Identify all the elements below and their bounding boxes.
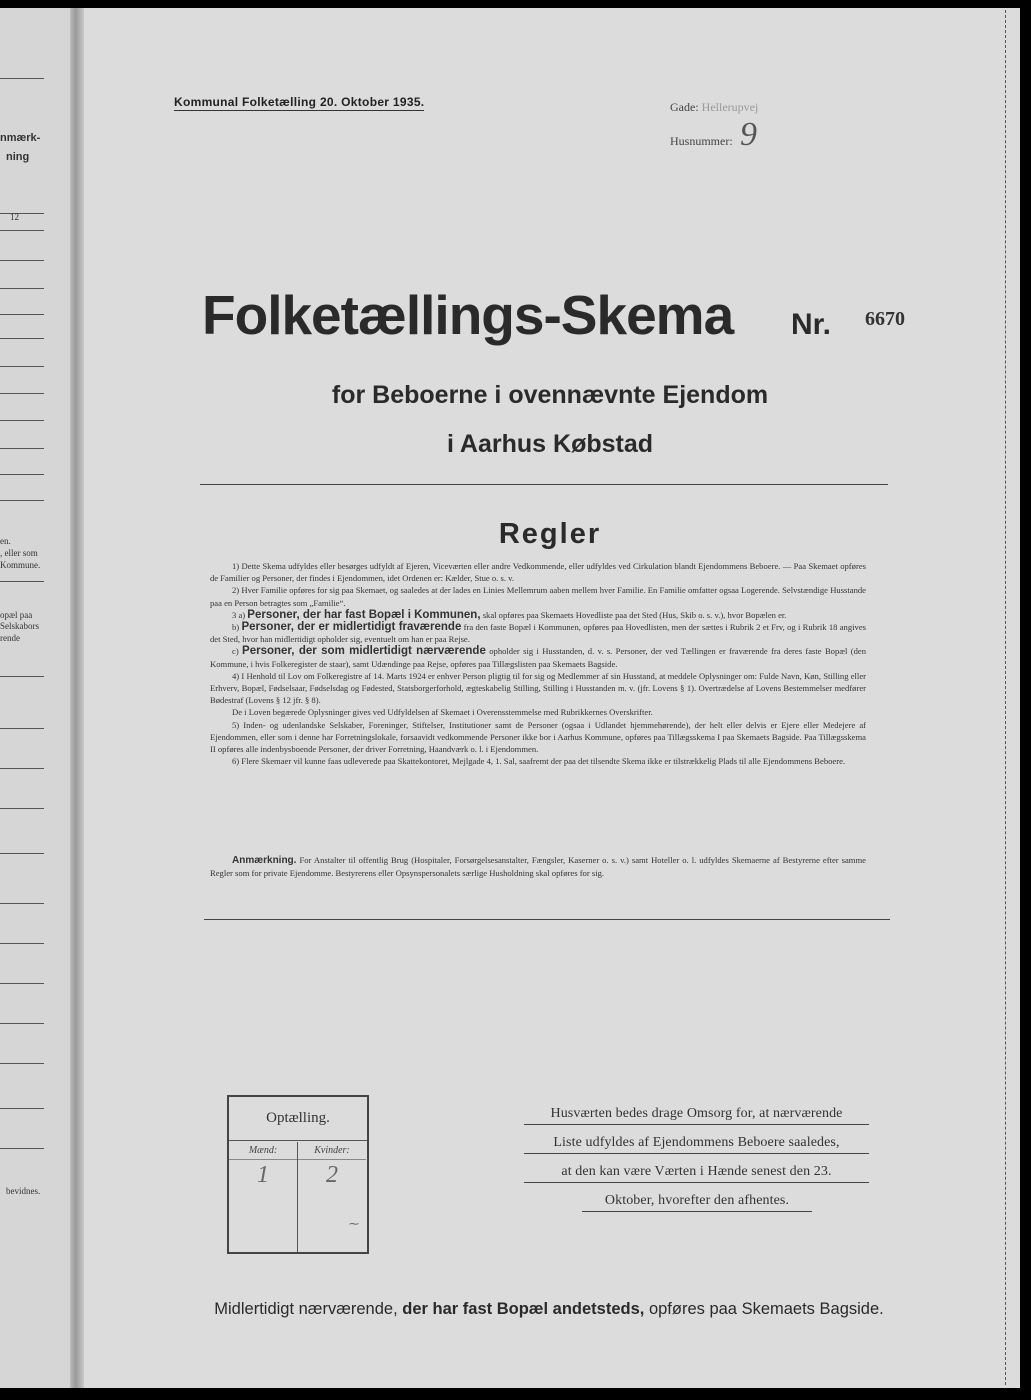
form-subtitle: i Aarhus Købstad xyxy=(446,430,654,458)
rule-text: fra den faste Bopæl i Kommunen, opføres paa Hovedlisten, men der sættes i Rubrik 2 et Frv, og i Rubrik 18 angives det Sted, hvor han midlertidigt opholder sig, eventuelt om han er paa Rejse. xyxy=(210,622,866,645)
form-title: Folketællings-Skema xyxy=(202,284,734,346)
footer-emphasis: der har fast Bopæl andetsteds, xyxy=(402,1300,645,1318)
men-column xyxy=(229,1142,298,1252)
count-box xyxy=(227,1095,369,1254)
left-fragment-text: 12 xyxy=(10,212,19,222)
note-line: at den kan være Værten i Hænde senest den 23. xyxy=(524,1164,869,1183)
rule-line xyxy=(0,314,44,315)
rule-line xyxy=(0,1023,44,1024)
street-value: Hellerupvej xyxy=(701,100,759,114)
street-label: Gade: xyxy=(670,100,699,114)
rule-line xyxy=(0,78,44,79)
rule-paragraph: 2) Hver Familie opføres for sig paa Skemaet, og saaledes at der lades en Linies Mellemrum aaben mellem hver Familie. En Familie omfatter ogsaa Logerende. Selvstændige Husstande paa en Person betragtes som „Familie“. xyxy=(210,585,866,608)
rule-line xyxy=(0,853,44,854)
rule-line xyxy=(0,500,44,501)
rule-emphasis: Personer, der har fast Bopæl i Kommunen, xyxy=(247,608,481,621)
left-fragment-text: Selskabors xyxy=(0,621,39,631)
left-fragment-text: , eller som xyxy=(0,548,38,558)
rule-paragraph xyxy=(210,621,866,645)
left-fragment-text: opæl paa xyxy=(0,610,33,620)
rule-line xyxy=(0,581,44,582)
count-box-title: Optælling. xyxy=(229,1097,367,1141)
footer-text: opføres paa Skemaets Bagside. xyxy=(648,1300,884,1318)
census-header: Kommunal Folketælling 20. Oktober 1935. xyxy=(174,95,425,109)
rule-line xyxy=(0,943,44,944)
rule-line xyxy=(0,676,44,677)
divider xyxy=(204,919,890,920)
left-page-fragment xyxy=(0,8,70,1388)
rule-text: skal opføres paa Skemaets Hovedliste paa det Sted (Hus, Skib o. s. v.), hvor Bopælen er. xyxy=(482,609,787,620)
left-fragment-text: bevidnes. xyxy=(6,1186,41,1196)
rule-line xyxy=(0,338,44,339)
note-line: Oktober, hvorefter den afhentes. xyxy=(582,1193,812,1212)
rule-paragraph: 4) I Henhold til Lov om Folkeregistre af 14. Marts 1924 er enhver Person pligtig til for sig og Medlemmer af sin Husstand, at meddele Oplysninger om: Fulde Navn, Køn, Stilling eller Erhverv, Bopæl, Fødselsaar, Fødselsdag og Fødested, Statsborgerforhold, ægteskabelig Stilling, Stilling i Husstanden m. v. (jfr. Lovens § 1). Overtrædelse af Lovens Bestemmelser medfører Bødestraf (Lovens § 12 jfr. § 8). xyxy=(210,670,866,706)
footer-note xyxy=(204,1300,894,1319)
pencil-mark-icon: ⁓ xyxy=(349,1219,359,1230)
rule-line xyxy=(0,1108,44,1109)
note-line: Husværten bedes drage Omsorg for, at nærværende xyxy=(524,1106,869,1125)
women-column xyxy=(298,1142,366,1252)
form-number-value: 6670 xyxy=(865,308,905,330)
rule-line xyxy=(0,728,44,729)
men-label: Mænd: xyxy=(229,1142,297,1160)
rule-emphasis: Personer, der som midlertidigt nærværende xyxy=(242,645,486,658)
landlord-note xyxy=(524,1106,869,1222)
rules-heading: Regler xyxy=(498,518,602,550)
rule-line xyxy=(0,768,44,769)
footer-text: Midlertidigt nærværende, xyxy=(214,1300,398,1318)
rule-paragraph: De i Loven begærede Oplysninger gives ved Udfyldelsen af Skemaet i Overensstemmelse med Rubrikkernes Overskrifter. xyxy=(232,707,653,718)
rule-paragraph xyxy=(210,609,866,621)
left-fragment-text: nmærk- xyxy=(0,132,41,144)
rule-line xyxy=(0,983,44,984)
rules-text xyxy=(210,560,866,767)
rule-line xyxy=(0,260,44,261)
rule-line xyxy=(0,903,44,904)
book-gutter xyxy=(70,8,84,1388)
left-fragment-text: Kommune. xyxy=(0,560,41,570)
left-fragment-text: en. xyxy=(0,536,11,546)
rule-line xyxy=(0,420,44,421)
rule-paragraph: 1) Dette Skema udfyldes eller besørges udfyldt af Ejeren, Viceværten eller andre Vedkommende, eller udfyldes ved Cirkulation blandt Ejendommens Beboere. — Paa Skemaet opføres de Familier og Personer, der findes i Ejendommen, idet Ordenen er: Kælder, Stue o. s. v. xyxy=(210,561,866,584)
remark-text: For Anstalter til offentlig Brug (Hospitaler, Forsørgelsesanstalter, Fængsler, Kaserner o. s. v.) samt Hoteller o. l. udfyldes Skemaerne af Bestyrerne efter samme Regler som for private Ejendomme. Bestyrerens eller Opsynspersonalets særlige Husholdning skal opføres for sig. xyxy=(210,855,866,879)
left-fragment-text: ning xyxy=(6,151,30,163)
rule-number: 3 a) xyxy=(232,609,246,620)
rule-paragraph: 5) Inden- og udenlandske Selskaber, Foreninger, Stiftelser, Institutioner samt de Personer (ogsaa i Udlandet hjemmehørende), der helt eller delvis er Ejere eller Medejere af Ejendommen, eller som i denne har Forretningslokale, forsaavidt vedkommende Personer ikke bor i Aarhus Kommune, opføres paa Tillægsskema I paa Skemaets Bagside. Paa Tillægsskema II opføres alle indenbysboende Personer, der driver Forretning, Haandværk o. l. i Ejendommen. xyxy=(210,719,866,755)
remark-paragraph xyxy=(210,854,866,879)
rule-line xyxy=(0,288,44,289)
census-form-page xyxy=(84,8,1020,1388)
men-count: 1 xyxy=(257,1162,269,1188)
rule-line xyxy=(0,1063,44,1064)
rule-line xyxy=(0,808,44,809)
house-number-value: 9 xyxy=(740,116,757,153)
rule-line xyxy=(0,230,44,231)
rule-paragraph: 6) Flere Skemaer vil kunne faas udleverede paa Skattekontoret, Mejlgade 4, 1. Sal, saafremt der paa det tilsendte Skema ikke er tilstrækkelig Plads til alle Ejendommens Beboere. xyxy=(232,756,846,767)
form-number-label: Nr. xyxy=(791,308,832,341)
rule-line xyxy=(0,474,44,475)
remark-label: Anmærkning. xyxy=(232,855,297,866)
form-subtitle: for Beboerne i ovennævnte Ejendom xyxy=(331,381,769,409)
rule-paragraph xyxy=(210,645,866,669)
rule-emphasis: Personer, der er midlertidigt fraværende xyxy=(241,621,462,634)
rule-line xyxy=(0,1148,44,1149)
left-fragment-text: rende xyxy=(0,633,20,643)
rule-line xyxy=(0,393,44,394)
divider xyxy=(200,484,888,485)
street-field xyxy=(670,100,758,115)
rule-line xyxy=(0,213,44,214)
rule-number: b) xyxy=(232,622,240,633)
page-edge xyxy=(1005,10,1010,1385)
rule-line xyxy=(0,366,44,367)
women-label: Kvinder: xyxy=(298,1142,366,1160)
rule-text: opholder sig i Husstanden, d. v. s. Personer, der ved Tællingen er fraværende fra deres faste Bopæl (den Kommune, i hvis Folkeregister de staar), samt Udændinge paa Rejse, opføres paa Tillægslisten paa Skemaets Bagside. xyxy=(210,646,867,669)
note-line: Liste udfyldes af Ejendommens Beboere saaledes, xyxy=(524,1135,869,1154)
rule-number: c) xyxy=(232,646,239,657)
house-number-field xyxy=(670,116,757,153)
house-number-label: Husnummer: xyxy=(670,134,733,148)
women-count: 2 xyxy=(326,1162,338,1188)
rule-line xyxy=(0,448,44,449)
